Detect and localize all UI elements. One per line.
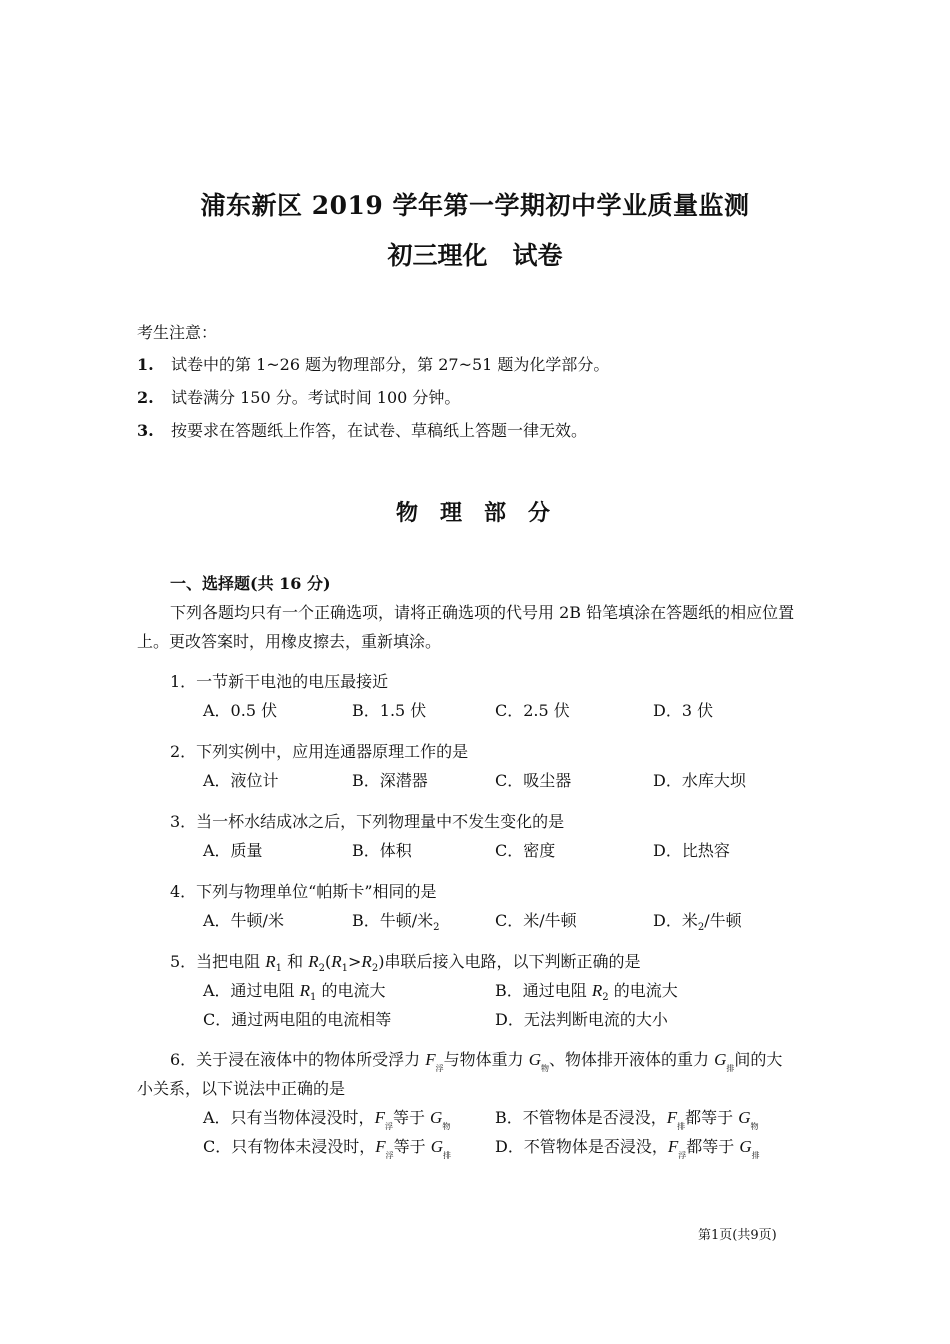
exam-subtitle <box>0 236 950 272</box>
q2-option-c: C．吸尘器 <box>495 771 572 790</box>
q3-option-d: D．比热容 <box>653 841 730 860</box>
q4-option-a: A．牛顿/米 <box>203 911 284 930</box>
q5-option-a-pre: A．通过电阻 <box>203 981 300 1000</box>
q6-sub-fu: 浮 <box>678 1151 687 1160</box>
q2-option-d: D．水库大坝 <box>653 771 746 790</box>
q6-option-text: 都等于 <box>686 1137 740 1156</box>
q3-option-a: A．质量 <box>203 841 263 860</box>
notice-item-number: 2. <box>137 388 154 407</box>
q6-f-var: F <box>374 1108 385 1127</box>
q6-g-var: G <box>430 1108 443 1127</box>
question-6-line2: 小关系，以下说法中正确的是 <box>137 1079 346 1098</box>
q6-sub-fu: 浮 <box>435 1064 444 1073</box>
q2-option-b: B．深潜器 <box>352 771 428 790</box>
q6-g-var: G <box>738 1108 751 1127</box>
q6-option-text: D．不管物体是否浸没， <box>495 1137 668 1156</box>
q4-option-d-exponent: 2 <box>697 922 705 933</box>
q4-option-d-text: D．米 <box>653 911 698 930</box>
notice-item-number: 1. <box>137 355 154 374</box>
subtitle-text: 初三理化 试卷 <box>387 241 563 270</box>
q6-f-var: F <box>667 1137 679 1156</box>
exam-title: 浦东新区 2019 学年第一学期初中学业质量监测 <box>200 191 750 220</box>
notice-item-1 <box>137 352 609 375</box>
q6-f-var: F <box>425 1050 436 1069</box>
q5-option-b-pre: B．通过电阻 <box>495 981 592 1000</box>
q5-r-var: R <box>361 952 372 971</box>
q6-text: 与物体重力 <box>443 1050 529 1069</box>
q5-stem-post: 串联后接入电路，以下判断正确的是 <box>384 952 641 971</box>
notice-item-2 <box>137 385 460 408</box>
q6-option-text: C．只有物体未浸没时， <box>203 1137 376 1156</box>
q4-option-b-exponent: 2 <box>433 922 440 933</box>
q6-g-var: G <box>528 1050 542 1069</box>
q6-option-a <box>203 1105 450 1132</box>
q1-option-c: C．2.5 伏 <box>495 701 570 720</box>
q5-stem-mid: 和 <box>282 952 309 971</box>
q5-sub: 2 <box>318 963 325 974</box>
q6-option-text: B．不管物体是否浸没， <box>495 1108 667 1127</box>
q5-option-a-post: 的电流大 <box>316 981 386 1000</box>
q6-text: 6．关于浸在液体中的物体所受浮力 <box>170 1050 426 1069</box>
q6-sub-pai: 排 <box>443 1151 452 1160</box>
question-2-stem: 2．下列实例中，应用连通器原理工作的是 <box>170 742 469 761</box>
q5-option-b <box>495 978 678 1003</box>
notice-item-3 <box>137 418 587 441</box>
q6-sub-wu: 物 <box>442 1122 451 1131</box>
q5-option-d: D．无法判断电流的大小 <box>495 1010 668 1029</box>
section-title: 物理部分 <box>396 500 573 526</box>
q5-option-a <box>203 978 386 1003</box>
q5-option-c: C．通过两电阻的电流相等 <box>203 1010 392 1029</box>
q6-sub-wu: 物 <box>541 1064 550 1073</box>
q5-r-var: R <box>308 952 319 971</box>
q3-option-c: C．密度 <box>495 841 556 860</box>
q6-text: 间的大 <box>734 1050 783 1069</box>
q6-f-var: F <box>666 1108 678 1127</box>
q6-option-text: A．只有当物体浸没时， <box>203 1108 375 1127</box>
question-5-stem <box>170 949 640 974</box>
notice-heading: 考生注意： <box>137 323 218 342</box>
q5-gt: > <box>348 952 362 971</box>
question-3-stem: 3．当一杯水结成冰之后，下列物理量中不发生变化的是 <box>170 812 565 831</box>
q6-sub-wu: 物 <box>750 1122 759 1131</box>
notice-item-text: 试卷中的第 1~26 题为物理部分，第 27~51 题为化学部分。 <box>171 355 610 374</box>
q6-sub-pai: 排 <box>726 1064 735 1073</box>
page-footer: 第1页(共9页) <box>698 1228 777 1243</box>
q6-text: 、物体排开液体的重力 <box>549 1050 715 1069</box>
q6-sub-fu: 浮 <box>384 1122 393 1131</box>
q5-option-b-post: 的电流大 <box>608 981 678 1000</box>
part1-heading: 一、选择题(共 16 分) <box>170 574 331 593</box>
q5-r-var: R <box>265 952 276 971</box>
q6-option-text: 等于 <box>393 1137 431 1156</box>
q6-sub-pai: 排 <box>677 1122 686 1131</box>
q1-option-b: B．1.5 伏 <box>352 701 427 720</box>
q6-f-var: F <box>375 1137 386 1156</box>
q4-option-b <box>352 908 440 933</box>
q6-g-var: G <box>430 1137 444 1156</box>
q4-option-d-rest: /牛顿 <box>704 911 742 930</box>
q4-option-c: C．米/牛顿 <box>495 911 577 930</box>
q5-sub: 2 <box>371 963 379 974</box>
part1-instruction-line2: 上。更改答案时，用橡皮擦去，重新填涂。 <box>137 632 442 651</box>
q5-sub: 1 <box>341 963 349 974</box>
q6-option-c <box>203 1134 451 1161</box>
notice-item-text: 试卷满分 150 分。考试时间 100 分钟。 <box>171 388 461 407</box>
question-1-stem: 1．一节新干电池的电压最接近 <box>170 672 389 691</box>
q5-r-var: R <box>591 981 603 1000</box>
q5-r-var: R <box>331 952 342 971</box>
q6-g-var: G <box>739 1137 752 1156</box>
q1-option-a: A．0.5 伏 <box>203 701 278 720</box>
notice-item-number: 3. <box>137 421 154 440</box>
q5-sub: 2 <box>602 992 609 1003</box>
question-6-line1 <box>170 1047 782 1074</box>
q4-option-b-text: B．牛顿/米 <box>352 911 434 930</box>
q6-option-text: 都等于 <box>685 1108 739 1127</box>
q6-sub-fu: 浮 <box>385 1151 394 1160</box>
q6-sub-pai: 排 <box>751 1151 760 1160</box>
q5-r-var: R <box>299 981 311 1000</box>
q6-option-b <box>495 1105 759 1132</box>
q1-option-d: D．3 伏 <box>653 701 714 720</box>
q5-paren: ) <box>378 952 385 971</box>
notice-item-text: 按要求在答题纸上作答，在试卷、草稿纸上答题一律无效。 <box>171 421 588 440</box>
q3-option-b: B．体积 <box>352 841 412 860</box>
q6-g-var: G <box>714 1050 727 1069</box>
q6-option-text: 等于 <box>392 1108 431 1127</box>
q2-option-a: A．液位计 <box>203 771 279 790</box>
q5-sub: 1 <box>310 992 317 1003</box>
q4-option-d <box>653 908 742 933</box>
part1-instruction-line1: 下列各题均只有一个正确选项，请将正确选项的代号用 2B 铅笔填涂在答题纸的相应位置 <box>170 603 795 622</box>
q6-option-d <box>495 1134 760 1161</box>
q5-sub: 1 <box>275 963 283 974</box>
q5-stem-pre: 5．当把电阻 <box>170 952 266 971</box>
q5-paren: ( <box>325 952 332 971</box>
question-4-stem: 4．下列与物理单位“帕斯卡”相同的是 <box>170 882 437 901</box>
